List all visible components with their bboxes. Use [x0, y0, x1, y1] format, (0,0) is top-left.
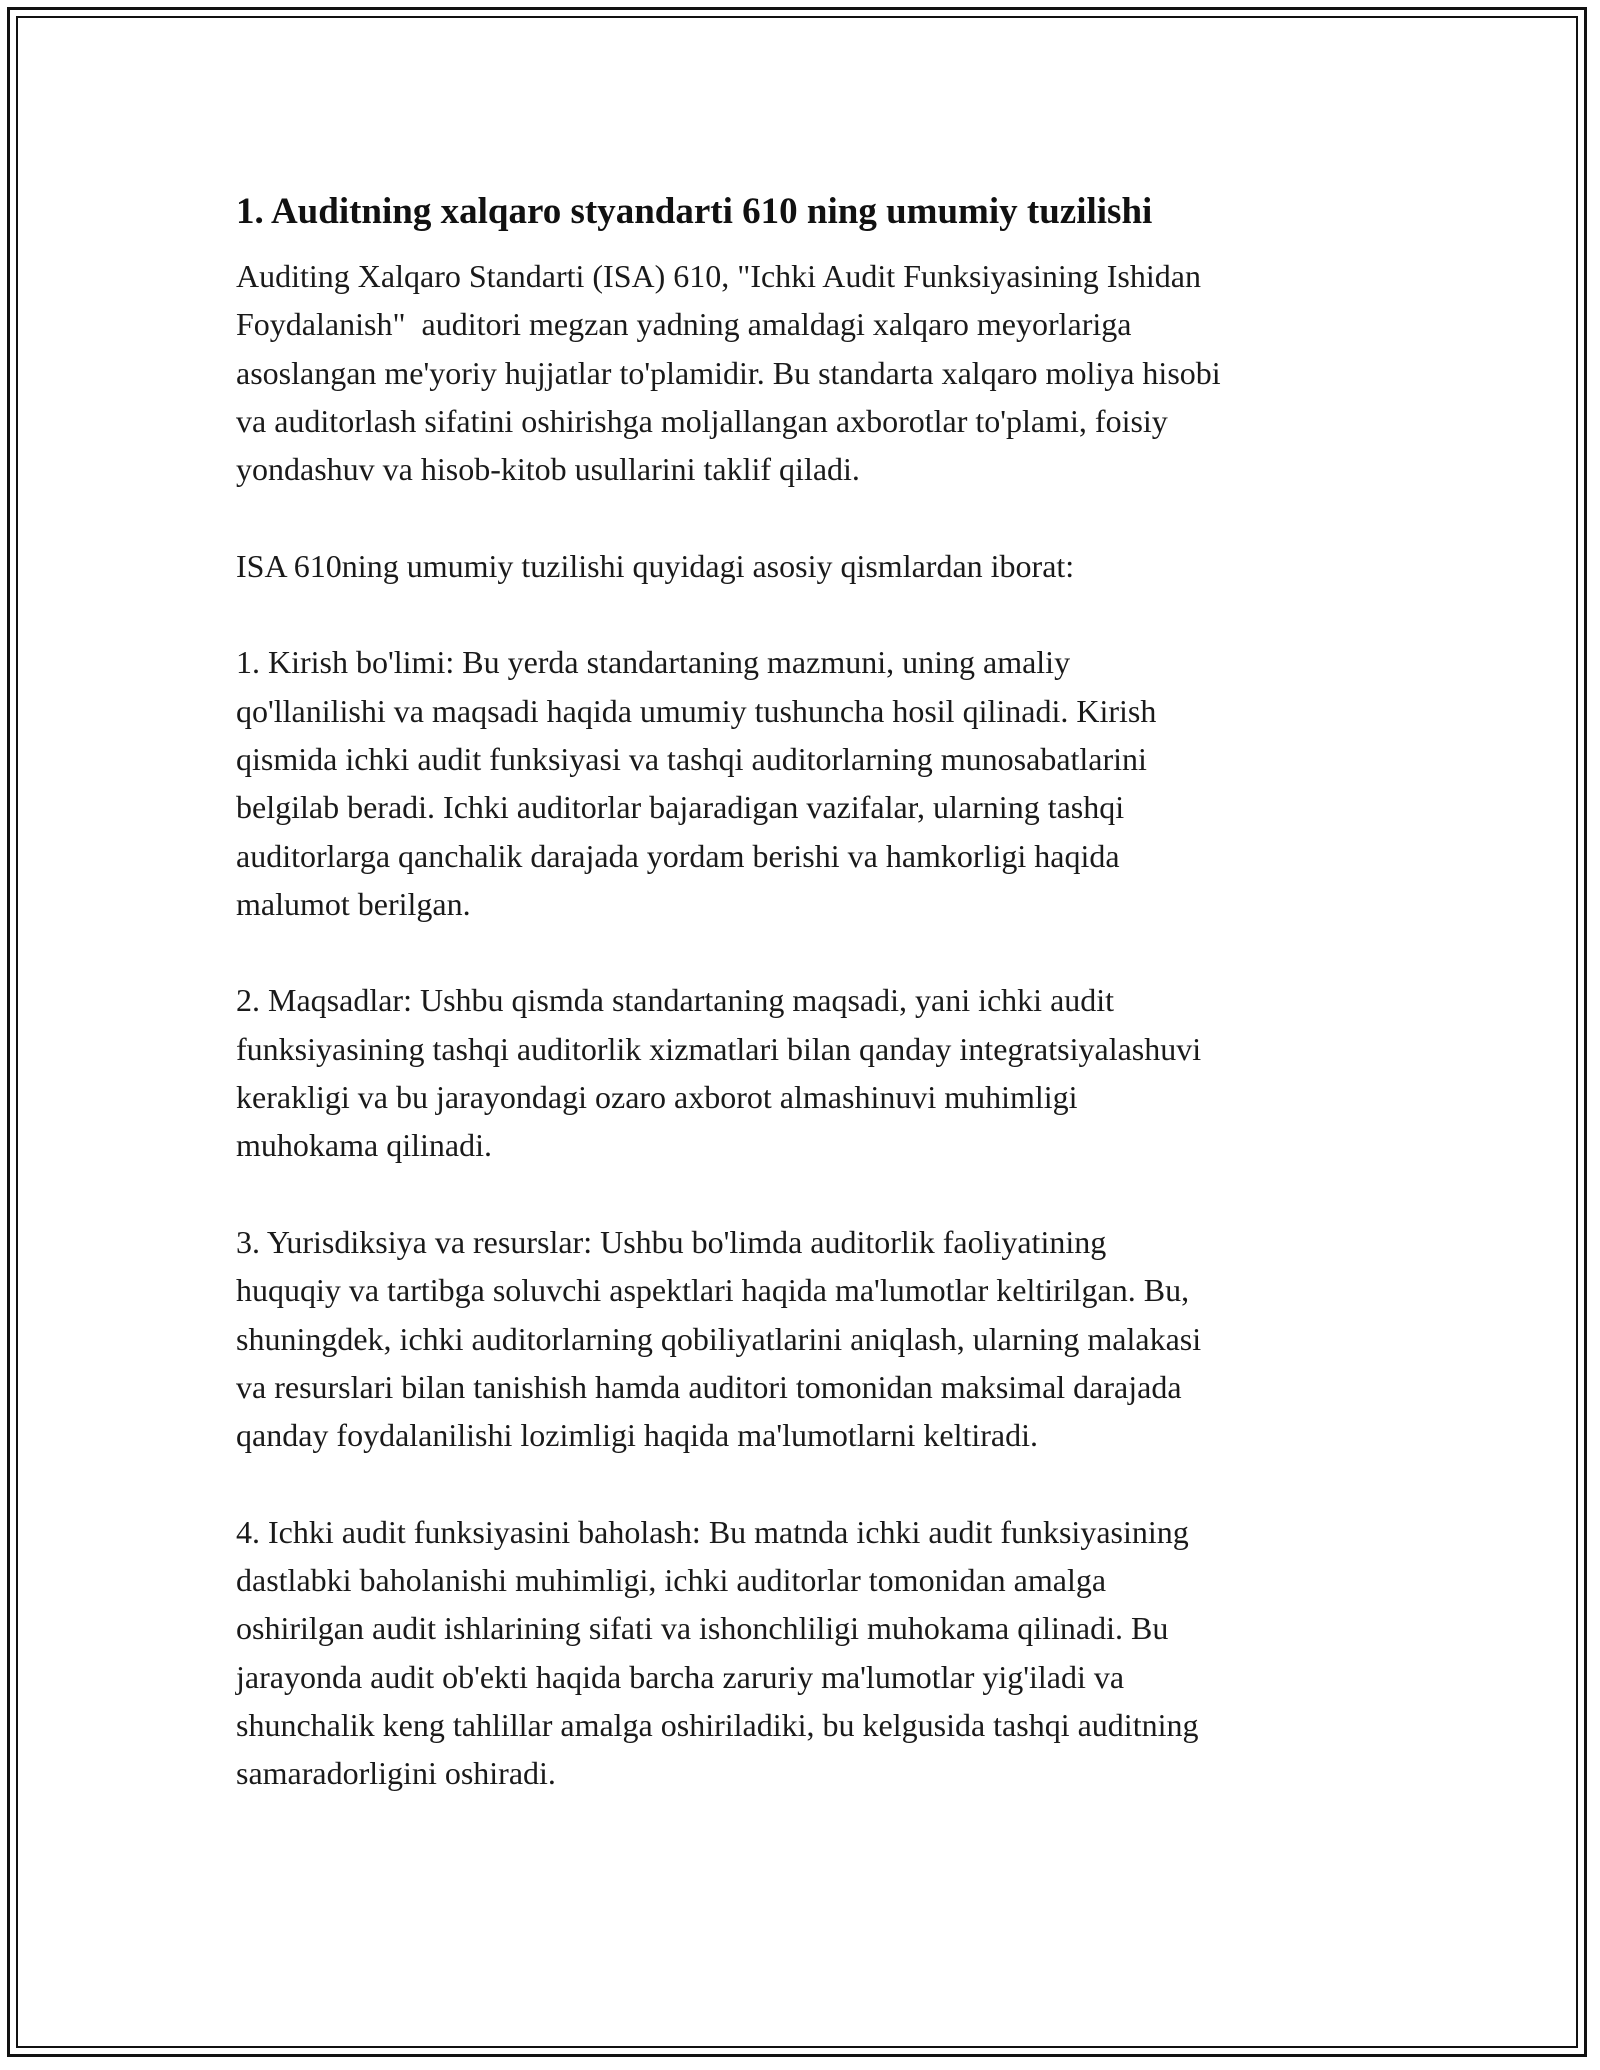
paragraph-structure-lead: ISA 610ning umumiy tuzilishi quyidagi asosiy qismlardan iborat:	[236, 547, 1075, 584]
paragraph-intro: Auditing Xalqaro Standarti (ISA) 610, "Ichki Audit Funksiyasining Ishidan Foydalanish" auditori megzan yadning amaldagi xalqaro meyorlariga asoslangan me'yoriy hujjatlar to'plamidir. Bu standarta xalqaro moliya hisobi va auditorlash sifatini oshirishga moljallangan axborotlar to'plami, foisiy yondashuv va hisob-kitob usullarini taklif qiladi.	[236, 258, 1221, 488]
paragraph-section-1: 1. Kirish bo'limi: Bu yerda standartaning mazmuni, uning amaliy qo'llanilishi va maqsadi haqida umumiy tushuncha hosil qilinadi. Kirish qismida ichki audit funksiyasi va tashqi auditorlarning munosabatlarini belgilab beradi. Ichki auditorlar bajaradigan vazifalar, ularning tashqi auditorlarga qanchalik darajada yordam berishi va hamkorligi haqida malumot berilgan.	[236, 644, 1157, 922]
paragraph-section-3: 3. Yurisdiksiya va resurslar: Ushbu bo'limda auditorlik faoliyatining huquqiy va tartibga soluvchi aspektlari haqida ma'lumotlar keltirilgan. Bu, shuningdek, ichki auditorlarning qobiliyatlarini aniqlash, ularning malakasi va resurslari bilan tanishish hamda auditori tomonidan maksimal darajada qanday foydalanilishi lozimligi haqida ma'lumotlarni keltiradi.	[236, 1223, 1202, 1454]
document-body	[236, 186, 1376, 1846]
document-title: 1. Auditning xalqaro styandarti 610 ning umumiy tuzilishi	[236, 191, 1153, 232]
paragraph-section-4: 4. Ichki audit funksiyasini baholash: Bu matnda ichki audit funksiyasining dastlabki baholanishi muhimligi, ichki auditorlar tomonidan amalga oshirilgan audit ishlarining sifati va ishonchliligi muhokama qilinadi. Bu jarayonda audit ob'ekti haqida barcha zaruriy ma'lumotlar yig'iladi va shunchalik keng tahlillar amalga oshiriladiki, bu kelgusida tashqi auditning samaradorligini oshiradi.	[236, 1513, 1199, 1792]
paragraph-section-2: 2. Maqsadlar: Ushbu qismda standartaning maqsadi, yani ichki audit funksiyasining tashqi auditorlik xizmatlari bilan qanday integratsiyalashuvi kerakligi va bu jarayondagi ozaro axborot almashinuvi muhimligi muhokama qilinadi.	[236, 982, 1202, 1164]
